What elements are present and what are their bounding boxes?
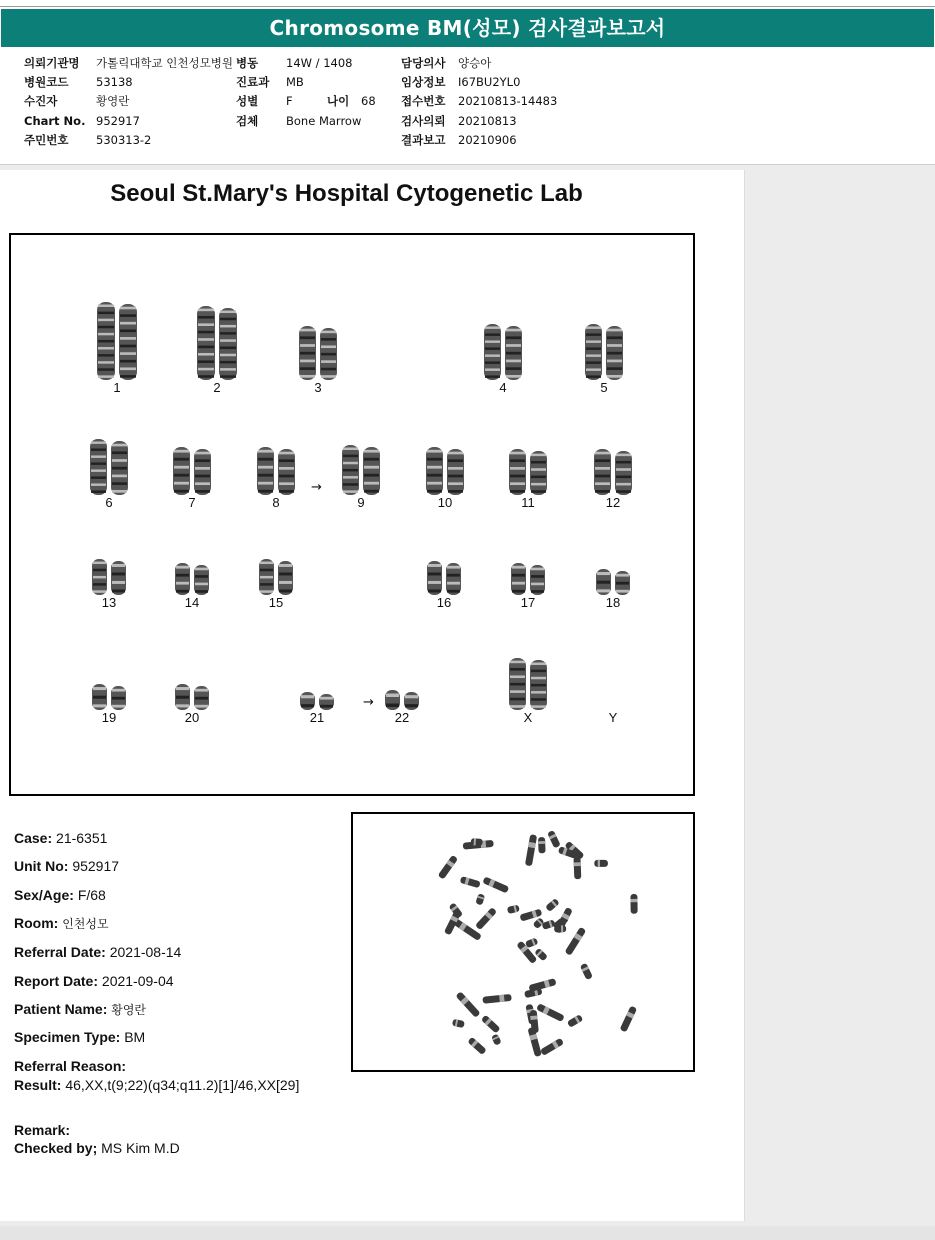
chromosome-icon bbox=[606, 326, 623, 380]
chromosome-pair-image bbox=[64, 433, 154, 495]
chromosome-label-text: 21 bbox=[309, 710, 325, 725]
referral-reason-label: Referral Reason: bbox=[14, 1058, 127, 1074]
chromosome-pair-15 bbox=[231, 553, 321, 595]
chromosome-number-label bbox=[568, 710, 658, 726]
info-value: 20210813-14483 bbox=[458, 94, 558, 108]
remark-label: Remark: bbox=[14, 1122, 71, 1138]
metaphase-chromosome bbox=[564, 927, 586, 956]
chromosome-pair-image bbox=[316, 439, 406, 495]
chromosome-number-label bbox=[559, 380, 649, 396]
info-value: 952917 bbox=[96, 114, 140, 128]
chromosome-pair-8 bbox=[231, 441, 321, 495]
chromosome-number-label bbox=[64, 495, 154, 511]
info-value: 530313-2 bbox=[96, 133, 152, 147]
chromosome-icon bbox=[197, 306, 215, 380]
patient-name-value: 황영란 bbox=[111, 1003, 147, 1017]
chromosome-icon bbox=[300, 692, 315, 710]
metaphase-chromosome bbox=[525, 834, 537, 866]
page-title: Chromosome BM(성모) 검사결과보고서 bbox=[1, 9, 934, 47]
info-resident-no bbox=[24, 131, 151, 150]
chromosome-label-text: 6 bbox=[105, 495, 113, 510]
chromosome-label-text: 12 bbox=[605, 495, 621, 510]
karyotype-image bbox=[9, 233, 695, 796]
chromosome-icon bbox=[615, 571, 630, 595]
chromosome-number-label bbox=[231, 595, 321, 611]
metaphase-chromosome bbox=[536, 1003, 565, 1022]
chromosome-pair-image bbox=[483, 652, 573, 710]
metaphase-chromosome bbox=[482, 994, 511, 1004]
room-line bbox=[14, 915, 109, 932]
info-physician bbox=[401, 54, 491, 73]
metaphase-chromosome bbox=[475, 893, 485, 905]
info-clinical bbox=[401, 73, 520, 92]
chromosome-icon bbox=[90, 439, 107, 495]
info-label: 임상정보 bbox=[401, 75, 446, 89]
chromosome-number-label bbox=[64, 595, 154, 611]
info-sex bbox=[236, 92, 293, 111]
unit-no-label: Unit No: bbox=[14, 858, 69, 874]
chromosome-number-label bbox=[147, 710, 237, 726]
report-date-line bbox=[14, 973, 174, 989]
metaphase-chromosome bbox=[438, 855, 459, 880]
chromosome-number-label bbox=[568, 595, 658, 611]
chromosome-icon bbox=[194, 686, 209, 710]
info-report-date bbox=[401, 131, 517, 150]
chromosome-icon bbox=[596, 569, 611, 595]
metaphase-chromosome bbox=[507, 905, 520, 915]
chromosome-number-label bbox=[64, 710, 154, 726]
chromosome-pair-13 bbox=[64, 553, 154, 595]
chromosome-label-text: Y bbox=[608, 710, 618, 725]
info-value: Bone Marrow bbox=[286, 114, 362, 128]
info-label: 병원코드 bbox=[24, 75, 69, 89]
metaphase-chromosome bbox=[481, 1015, 501, 1034]
chromosome-label-text: 19 bbox=[101, 710, 117, 725]
chromosome-icon bbox=[278, 449, 295, 495]
chromosome-icon bbox=[257, 447, 274, 495]
metaphase-chromosome bbox=[525, 937, 538, 948]
metaphase-chromosome bbox=[455, 991, 480, 1018]
chromosome-pair-20 bbox=[147, 678, 237, 710]
metaphase-chromosome bbox=[545, 898, 560, 912]
chromosome-label-text: 10 bbox=[437, 495, 453, 510]
chromosome-pair-12 bbox=[568, 443, 658, 495]
info-value: MB bbox=[286, 75, 304, 89]
metaphase-chromosome bbox=[527, 1027, 541, 1057]
chromosome-icon bbox=[427, 561, 442, 595]
metaphase-chromosome bbox=[467, 1037, 486, 1055]
checked-by-label: Checked by; bbox=[14, 1140, 98, 1156]
info-value: 53138 bbox=[96, 75, 133, 89]
chromosome-icon bbox=[92, 559, 107, 595]
info-label: 의뢰기관명 bbox=[24, 56, 80, 70]
chromosome-number-label bbox=[72, 380, 162, 396]
metaphase-chromosome bbox=[475, 907, 497, 930]
metaphase-chromosome bbox=[594, 860, 608, 867]
metaphase-chromosome bbox=[538, 837, 546, 853]
chromosome-label-text: 22 bbox=[394, 710, 410, 725]
info-value: 68 bbox=[361, 94, 376, 108]
chromosome-number-label bbox=[231, 495, 321, 511]
chromosome-icon bbox=[615, 451, 632, 495]
unit-no-line bbox=[14, 858, 119, 874]
chromosome-label-text: 5 bbox=[600, 380, 608, 395]
chromosome-icon bbox=[92, 684, 107, 710]
chromosome-number-label bbox=[272, 710, 362, 726]
chromosome-pair-image bbox=[483, 443, 573, 495]
chromosome-pair-image bbox=[72, 296, 162, 380]
chromosome-icon bbox=[511, 563, 526, 595]
chromosome-pair-2 bbox=[172, 300, 262, 380]
chromosome-pair-image bbox=[64, 678, 154, 710]
metaphase-chromosome bbox=[460, 876, 481, 888]
chromosome-pair-image bbox=[568, 563, 658, 595]
metaphase-chromosome bbox=[580, 963, 593, 980]
chromosome-icon bbox=[175, 563, 190, 595]
chromosome-label-text: 16 bbox=[436, 595, 452, 610]
chromosome-number-label bbox=[483, 495, 573, 511]
bottom-bar bbox=[0, 1226, 935, 1240]
chromosome-number-label bbox=[483, 710, 573, 726]
info-label: 성별 bbox=[236, 94, 259, 108]
metaphase-chromosome bbox=[573, 857, 581, 880]
chromosome-label-text: 1 bbox=[113, 380, 121, 395]
chromosome-label-text: 7 bbox=[188, 495, 196, 510]
chromosome-number-label bbox=[147, 595, 237, 611]
chromosome-icon bbox=[530, 565, 545, 595]
info-label: 검사의뢰 bbox=[401, 114, 446, 128]
lab-title: Seoul St.Mary's Hospital Cytogenetic Lab bbox=[110, 180, 583, 207]
chromosome-pair-image bbox=[568, 443, 658, 495]
info-hospital-code bbox=[24, 73, 133, 92]
info-label: 검체 bbox=[236, 114, 259, 128]
chromosome-icon bbox=[173, 447, 190, 495]
chromosome-icon bbox=[219, 308, 237, 380]
info-value: 20210906 bbox=[458, 133, 517, 147]
chromosome-pair-image bbox=[147, 441, 237, 495]
sex-age-label: Sex/Age: bbox=[14, 887, 74, 903]
chromosome-icon bbox=[97, 302, 115, 380]
chromosome-icon bbox=[446, 563, 461, 595]
chromosome-number-label bbox=[483, 595, 573, 611]
patient-name-label: Patient Name: bbox=[14, 1001, 108, 1017]
info-label: 주민번호 bbox=[24, 133, 69, 147]
chromosome-icon bbox=[320, 328, 337, 380]
chromosome-label-text: 4 bbox=[499, 380, 507, 395]
translocation-arrow-icon: → bbox=[311, 480, 322, 495]
metaphase-chromosome bbox=[533, 917, 545, 929]
chromosome-label-text: 18 bbox=[605, 595, 621, 610]
info-value: 양승아 bbox=[458, 56, 492, 70]
chromosome-label-text: 2 bbox=[213, 380, 221, 395]
chromosome-icon bbox=[505, 326, 522, 380]
chromosome-icon bbox=[342, 445, 359, 495]
chromosome-pair-1 bbox=[72, 296, 162, 380]
report-date-value: 2021-09-04 bbox=[101, 973, 174, 989]
chromosome-label-text: 17 bbox=[520, 595, 536, 610]
chromosome-label-text: 11 bbox=[521, 495, 535, 510]
chromosome-icon bbox=[447, 449, 464, 495]
room-label: Room: bbox=[14, 915, 59, 931]
case-value: 21-6351 bbox=[56, 830, 108, 846]
chromosome-label-text: 3 bbox=[314, 380, 322, 395]
checked-by-value: MS Kim M.D bbox=[101, 1140, 180, 1156]
chromosome-pair-19 bbox=[64, 678, 154, 710]
metaphase-chromosome bbox=[528, 978, 556, 992]
chromosome-icon bbox=[319, 694, 334, 710]
chromosome-icon bbox=[194, 449, 211, 495]
chromosome-pair-image bbox=[231, 441, 321, 495]
remark-line bbox=[14, 1122, 70, 1138]
info-value: 가톨릭대학교 인천성모병원 bbox=[96, 56, 233, 70]
info-value: 황영란 bbox=[96, 94, 130, 108]
info-label: Chart No. bbox=[24, 114, 86, 128]
chromosome-pair-image bbox=[559, 318, 649, 380]
chromosome-icon bbox=[385, 690, 400, 710]
specimen-type-label: Specimen Type: bbox=[14, 1029, 121, 1045]
referral-date-value: 2021-08-14 bbox=[109, 944, 182, 960]
chromosome-pair-6 bbox=[64, 433, 154, 495]
chromosome-number-label bbox=[273, 380, 363, 396]
chromosome-pair-11 bbox=[483, 443, 573, 495]
info-value: I67BU2YL0 bbox=[458, 75, 521, 89]
chromosome-icon bbox=[426, 447, 443, 495]
metaphase-chromosome bbox=[630, 894, 637, 914]
info-chart-no bbox=[24, 112, 140, 131]
info-label: 수진자 bbox=[24, 94, 58, 108]
chromosome-pair-x bbox=[483, 652, 573, 710]
chromosome-number-label bbox=[172, 380, 262, 396]
chromosome-icon bbox=[194, 565, 209, 595]
metaphase-chromosome bbox=[452, 1019, 465, 1028]
metaphase-chromosome bbox=[540, 1038, 564, 1056]
chromosome-icon bbox=[278, 561, 293, 595]
chromosome-icon bbox=[404, 692, 419, 710]
chromosome-label-text: 14 bbox=[184, 595, 200, 610]
room-value: 인천성모 bbox=[62, 917, 109, 931]
metaphase-chromosome bbox=[620, 1006, 638, 1033]
top-rule bbox=[0, 6, 935, 7]
info-specimen bbox=[236, 112, 361, 131]
chromosome-number-label bbox=[458, 380, 548, 396]
chromosome-icon bbox=[530, 660, 547, 710]
referral-date-line bbox=[14, 944, 181, 960]
metaphase-chromosome bbox=[554, 925, 566, 932]
chromosome-icon bbox=[111, 561, 126, 595]
chromosome-icon bbox=[509, 658, 526, 710]
chromosome-number-label bbox=[568, 495, 658, 511]
chromosome-icon bbox=[585, 324, 602, 380]
chromosome-icon bbox=[594, 449, 611, 495]
chromosome-icon bbox=[259, 559, 274, 595]
chromosome-icon bbox=[119, 304, 137, 380]
info-value: 14W / 1408 bbox=[286, 56, 353, 70]
chromosome-pair-image bbox=[147, 557, 237, 595]
metaphase-chromosome bbox=[471, 838, 483, 846]
chromosome-pair-image bbox=[399, 555, 489, 595]
chromosome-pair-18 bbox=[568, 563, 658, 595]
chromosome-label-text: 15 bbox=[268, 595, 284, 610]
chromosome-pair-image bbox=[483, 557, 573, 595]
chromosome-icon bbox=[363, 447, 380, 495]
sex-age-line bbox=[14, 887, 106, 903]
chromosome-pair-5 bbox=[559, 318, 649, 380]
info-label: 진료과 bbox=[236, 75, 270, 89]
chromosome-pair-image bbox=[273, 320, 363, 380]
result-label: Result: bbox=[14, 1077, 62, 1093]
metaphase-chromosome bbox=[534, 948, 548, 962]
chromosome-icon bbox=[299, 326, 316, 380]
specimen-type-value: BM bbox=[124, 1029, 146, 1045]
info-value: 20210813 bbox=[458, 114, 517, 128]
report-sheet bbox=[0, 170, 745, 1221]
chromosome-pair-9 bbox=[316, 439, 406, 495]
info-label: 병동 bbox=[236, 56, 259, 70]
info-label: 담당의사 bbox=[401, 56, 446, 70]
info-age bbox=[327, 92, 376, 111]
metaphase-chromosome bbox=[449, 902, 464, 918]
result-value: 46,XX,t(9;22)(q34;q11.2)[1]/46,XX[29] bbox=[65, 1077, 300, 1093]
metaphase-spread bbox=[353, 814, 693, 1070]
info-label: 결과보고 bbox=[401, 133, 446, 147]
chromosome-label-text: 13 bbox=[101, 595, 117, 610]
chromosome-number-label bbox=[316, 495, 406, 511]
metaphase-chromosome bbox=[542, 919, 556, 930]
result-line bbox=[14, 1077, 299, 1093]
referral-date-label: Referral Date: bbox=[14, 944, 106, 960]
info-label: 접수번호 bbox=[401, 94, 446, 108]
chromosome-pair-image bbox=[400, 441, 490, 495]
chromosome-pair-image bbox=[172, 300, 262, 380]
metaphase-chromosome bbox=[491, 1034, 502, 1046]
info-patient bbox=[24, 92, 129, 111]
chromosome-label-text: 8 bbox=[272, 495, 280, 510]
chromosome-icon bbox=[111, 441, 128, 495]
patient-name-line bbox=[14, 1001, 146, 1018]
chromosome-pair-14 bbox=[147, 557, 237, 595]
chromosome-label-text: 20 bbox=[184, 710, 200, 725]
info-request-date bbox=[401, 112, 517, 131]
chromosome-pair-image bbox=[231, 553, 321, 595]
chromosome-pair-21 bbox=[272, 686, 362, 710]
chromosome-icon bbox=[509, 449, 526, 495]
chromosome-pair-image bbox=[64, 553, 154, 595]
chromosome-icon bbox=[111, 686, 126, 710]
report-date-label: Report Date: bbox=[14, 973, 99, 989]
sex-age-value: F/68 bbox=[77, 887, 106, 903]
chromosome-pair-17 bbox=[483, 557, 573, 595]
metaphase-image bbox=[351, 812, 695, 1072]
chromosome-number-label bbox=[400, 495, 490, 511]
metaphase-chromosome bbox=[547, 830, 561, 848]
info-ward bbox=[236, 54, 352, 73]
chromosome-pair-image bbox=[147, 678, 237, 710]
chromosome-label-text: X bbox=[523, 710, 533, 725]
unit-no-value: 952917 bbox=[72, 858, 120, 874]
chromosome-icon bbox=[175, 684, 190, 710]
info-hospital bbox=[24, 54, 233, 73]
checked-by-line bbox=[14, 1140, 180, 1156]
chromosome-label-text: 9 bbox=[357, 495, 365, 510]
chromosome-icon bbox=[530, 451, 547, 495]
translocation-arrow-icon: → bbox=[363, 695, 374, 710]
chromosome-pair-image bbox=[272, 686, 362, 710]
chromosome-number-label bbox=[357, 710, 447, 726]
chromosome-pair-7 bbox=[147, 441, 237, 495]
metaphase-chromosome bbox=[567, 1014, 584, 1028]
info-value: F bbox=[286, 94, 293, 108]
chromosome-pair-10 bbox=[400, 441, 490, 495]
chromosome-number-label bbox=[399, 595, 489, 611]
chromosome-icon bbox=[484, 324, 501, 380]
metaphase-chromosome bbox=[482, 876, 509, 893]
referral-reason-line bbox=[14, 1058, 126, 1074]
case-line bbox=[14, 830, 107, 846]
info-department bbox=[236, 73, 304, 92]
chromosome-number-label bbox=[147, 495, 237, 511]
info-receipt-no bbox=[401, 92, 557, 111]
chromosome-pair-16 bbox=[399, 555, 489, 595]
report-header-panel bbox=[0, 0, 935, 165]
info-label: 나이 bbox=[327, 94, 350, 108]
chromosome-pair-3 bbox=[273, 320, 363, 380]
specimen-type-line bbox=[14, 1029, 145, 1045]
chromosome-pair-4 bbox=[458, 318, 548, 380]
case-label: Case: bbox=[14, 830, 53, 846]
chromosome-pair-image bbox=[458, 318, 548, 380]
